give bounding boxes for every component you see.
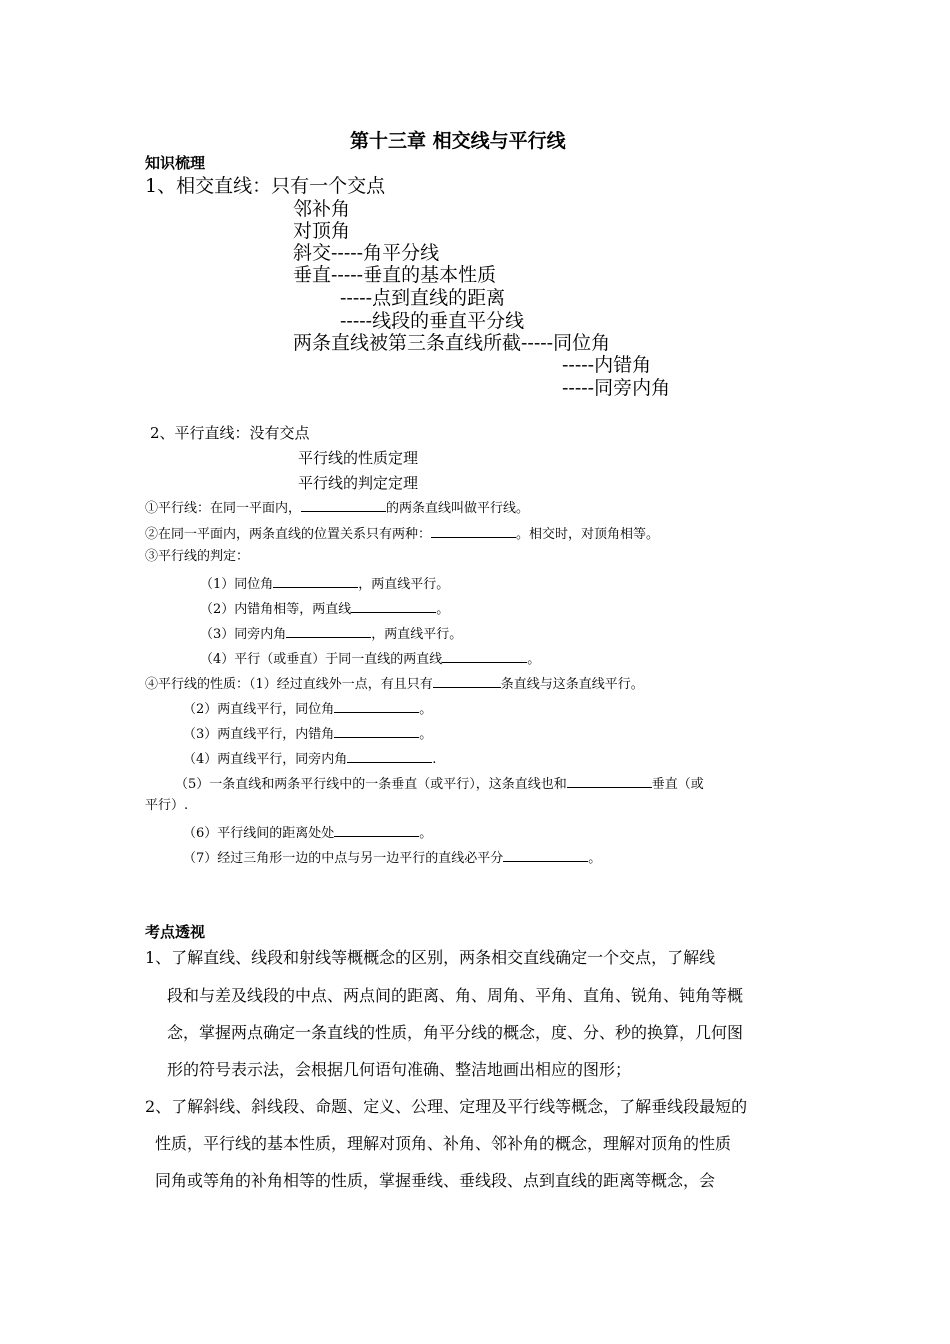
exam-line: 1、了解直线、线段和射线等概概念的区别，两条相交直线确定一个交点，了解线 [145,948,716,967]
intersect-item: -----线段的垂直平分线 [340,310,525,332]
intersect-item: -----同旁内角 [562,377,671,399]
property-6: （6）平行线间的距离处处 。 [183,823,432,842]
fill-q3: ③平行线的判定： [145,549,250,564]
answer-blank[interactable] [334,724,419,738]
property-3: （3）两直线平行，内错角 。 [183,724,432,743]
exam-points-heading: 考点透视 [145,923,206,941]
intersect-item: -----点到直线的距离 [340,287,506,309]
parallel-main: 2、平行直线：没有交点 [150,424,310,442]
property-5: （5）一条直线和两条平行线中的一条垂直（或平行），这条直线也和 垂直（或 [175,774,704,793]
answer-blank[interactable] [334,823,419,837]
intersect-item: 邻补角 [293,198,351,220]
parallel-item: 平行线的性质定理 [298,449,419,467]
answer-blank[interactable] [567,774,652,788]
exam-line: 同角或等角的补角相等的性质，掌握垂线、垂线段、点到直线的距离等概念，会 [155,1171,716,1190]
intersect-item: 垂直-----垂直的基本性质 [293,264,497,286]
answer-blank[interactable] [433,674,501,688]
page-title: 第十三章 相交线与平行线 [350,130,566,152]
fill-q1: ①平行线：在同一平面内， 的两条直线叫做平行线。 [145,498,529,517]
judge-2: （2）内错角相等，两直线 。 [200,599,449,618]
parallel-item: 平行线的判定定理 [298,474,419,492]
answer-blank[interactable] [273,574,358,588]
intersect-item: -----内错角 [562,354,652,376]
property-4: （4）两直线平行，同旁内角 . [183,749,436,768]
answer-blank[interactable] [431,524,516,538]
exam-line: 段和与差及线段的中点、两点间的距离、角、周角、平角、直角、锐角、钝角等概 [167,986,744,1005]
property-5-cont: 平行）. [145,798,189,813]
fill-q4: ④平行线的性质：（1）经过直线外一点，有且只有 条直线与这条直线平行。 [145,674,644,693]
judge-4: （4）平行（或垂直）于同一直线的两直线 。 [200,649,540,668]
answer-blank[interactable] [442,649,527,663]
intersect-item: 对顶角 [293,220,351,242]
property-7: （7）经过三角形一边的中点与另一边平行的直线必平分 。 [183,848,601,867]
intersect-main: 1、相交直线：只有一个交点 [145,175,386,197]
answer-blank[interactable] [503,848,588,862]
answer-blank[interactable] [347,749,432,763]
knowledge-heading: 知识梳理 [145,154,206,172]
exam-line: 形的符号表示法，会根据几何语句准确、整洁地画出相应的图形； [167,1060,632,1079]
judge-1: （1）同位角 ，两直线平行。 [200,574,449,593]
property-2: （2）两直线平行，同位角 。 [183,699,432,718]
answer-blank[interactable] [351,599,436,613]
answer-blank[interactable] [286,624,371,638]
intersect-item: 斜交-----角平分线 [293,242,440,264]
judge-3: （3）同旁内角 ，两直线平行。 [200,624,462,643]
exam-line: 念，掌握两点确定一条直线的性质，角平分线的概念，度、分、秒的换算，几何图 [167,1023,744,1042]
exam-line: 2、了解斜线、斜线段、命题、定义、公理、定理及平行线等概念，了解垂线段最短的 [145,1097,748,1116]
answer-blank[interactable] [334,699,419,713]
exam-line: 性质，平行线的基本性质，理解对顶角、补角、邻补角的概念，理解对顶角的性质 [155,1134,732,1153]
answer-blank[interactable] [301,498,386,512]
fill-q2: ②在同一平面内，两条直线的位置关系只有两种： 。相交时，对顶角相等。 [145,524,659,543]
intersect-item: 两条直线被第三条直线所截-----同位角 [293,332,611,354]
